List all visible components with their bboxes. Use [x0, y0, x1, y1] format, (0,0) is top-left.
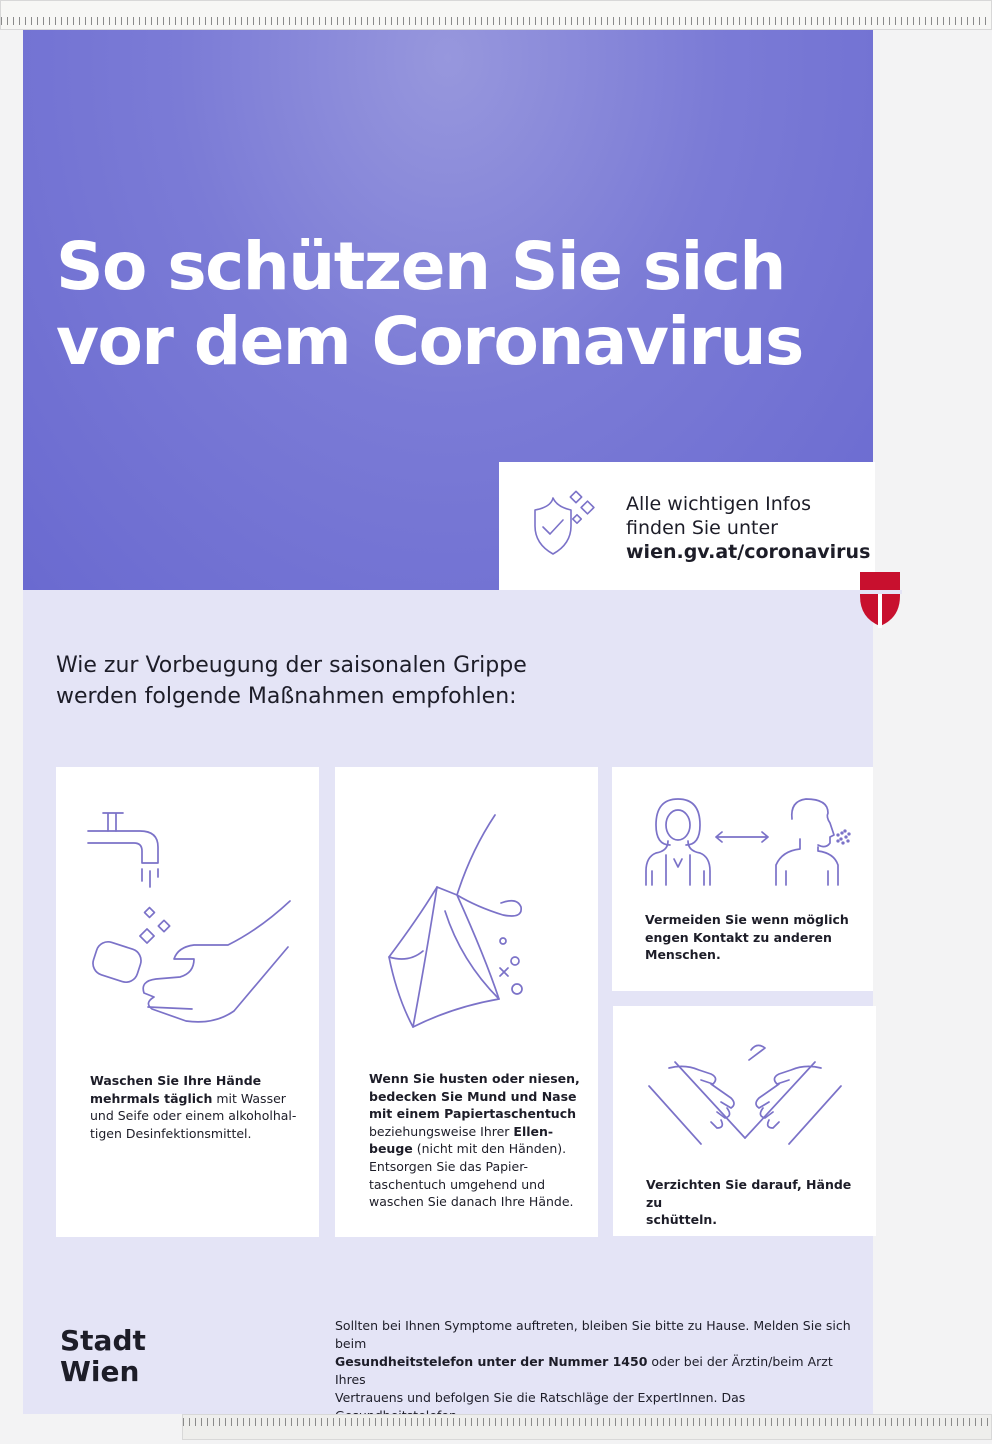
card-handshake [613, 1006, 876, 1236]
footer-text-3: Vertrauens und befolgen Sie die Ratschläge der ExpertInnen. Das [335, 1390, 746, 1405]
tissue-sneeze-icon [383, 811, 543, 1031]
ruler-ticks [183, 1418, 991, 1426]
hand-washing-caption [90, 1072, 300, 1142]
title-line-1: So schützen Sie sich [56, 228, 785, 305]
info-line-1: Alle wichtigen Infos [626, 493, 812, 515]
info-text [626, 492, 870, 564]
sneeze-bold-1: Wenn Sie husten oder niesen, [369, 1071, 580, 1086]
sneeze-text-7: taschentuch umgehend und [369, 1176, 546, 1192]
hand-washing-bold-2: mehrmals täglich [90, 1090, 213, 1106]
footer-bold-1: Gesundheitstelefon unter der Nummer 1450 [335, 1354, 648, 1369]
page-title [56, 230, 856, 379]
hand-washing-text-2: und Seife oder einem alkoholhal- [90, 1108, 297, 1124]
distance-bold-2: engen Kontakt zu anderen [645, 929, 832, 945]
sneeze-bold-4: Ellen- [513, 1123, 554, 1139]
card-distance [612, 767, 873, 991]
distance-people-icon [642, 795, 852, 890]
info-line-2: finden Sie unter [626, 517, 778, 539]
title-line-2: vor dem Coronavirus [56, 302, 803, 380]
hand-washing-text-1: mit Wasser [212, 1090, 286, 1106]
sneeze-text-5: (nicht mit den Händen). [412, 1141, 567, 1157]
ruler-ticks [1, 17, 991, 25]
footer-text-2: oder bei der Ärztin/beim Arzt Ihres [335, 1354, 833, 1387]
sneeze-caption [369, 1070, 584, 1211]
sneeze-text-4: beziehungsweise Ihrer [369, 1123, 514, 1139]
hand-washing-bold-1: Waschen Sie Ihre Hände [90, 1073, 262, 1088]
logo-line-1: Stadt [60, 1324, 146, 1357]
info-url-link[interactable]: wien.gv.at/coronavirus [626, 541, 871, 563]
bottom-measuring-ruler [182, 1414, 992, 1440]
sneeze-text-6: Entsorgen Sie das Papier- [369, 1158, 529, 1174]
sneeze-bold-3: mit einem Papiertaschentuch [369, 1106, 577, 1122]
handshake-bold-1: Verzichten Sie darauf, Hände zu [646, 1177, 852, 1210]
stadt-wien-logo [60, 1325, 146, 1387]
hand-washing-text-3: tigen Desinfektionsmittel. [90, 1125, 252, 1141]
handshake-bold-2: schütteln. [646, 1212, 718, 1228]
info-box [499, 462, 875, 590]
intro-line-2: werden folgende Maßnahmen empfohlen: [56, 684, 517, 709]
distance-bold-3: Menschen. [645, 947, 721, 963]
sneeze-bold-2: bedecken Sie Mund und Nase [369, 1088, 577, 1104]
hand-washing-icon [82, 797, 296, 1027]
sneeze-bold-5: beuge [369, 1141, 413, 1157]
distance-caption [645, 911, 865, 964]
logo-line-2: Wien [60, 1355, 140, 1388]
top-measuring-ruler [0, 0, 992, 30]
poster [23, 30, 873, 1414]
intro-text [56, 650, 656, 712]
card-sneeze [335, 767, 598, 1237]
shield-check-icon [527, 490, 599, 562]
no-handshake-icon [645, 1038, 845, 1158]
distance-bold-1: Vermeiden Sie wenn möglich [645, 912, 849, 927]
card-hand-washing [56, 767, 319, 1237]
footer-text-1: Sollten bei Ihnen Symptome auftreten, bleiben Sie bitte zu Hause. Melden Sie sich beim [335, 1318, 851, 1351]
wien-coat-of-arms-icon [858, 570, 902, 628]
handshake-caption [646, 1176, 866, 1229]
sneeze-text-8: waschen Sie danach Ihre Hände. [369, 1194, 574, 1210]
intro-line-1: Wie zur Vorbeugung der saisonalen Grippe [56, 653, 527, 678]
